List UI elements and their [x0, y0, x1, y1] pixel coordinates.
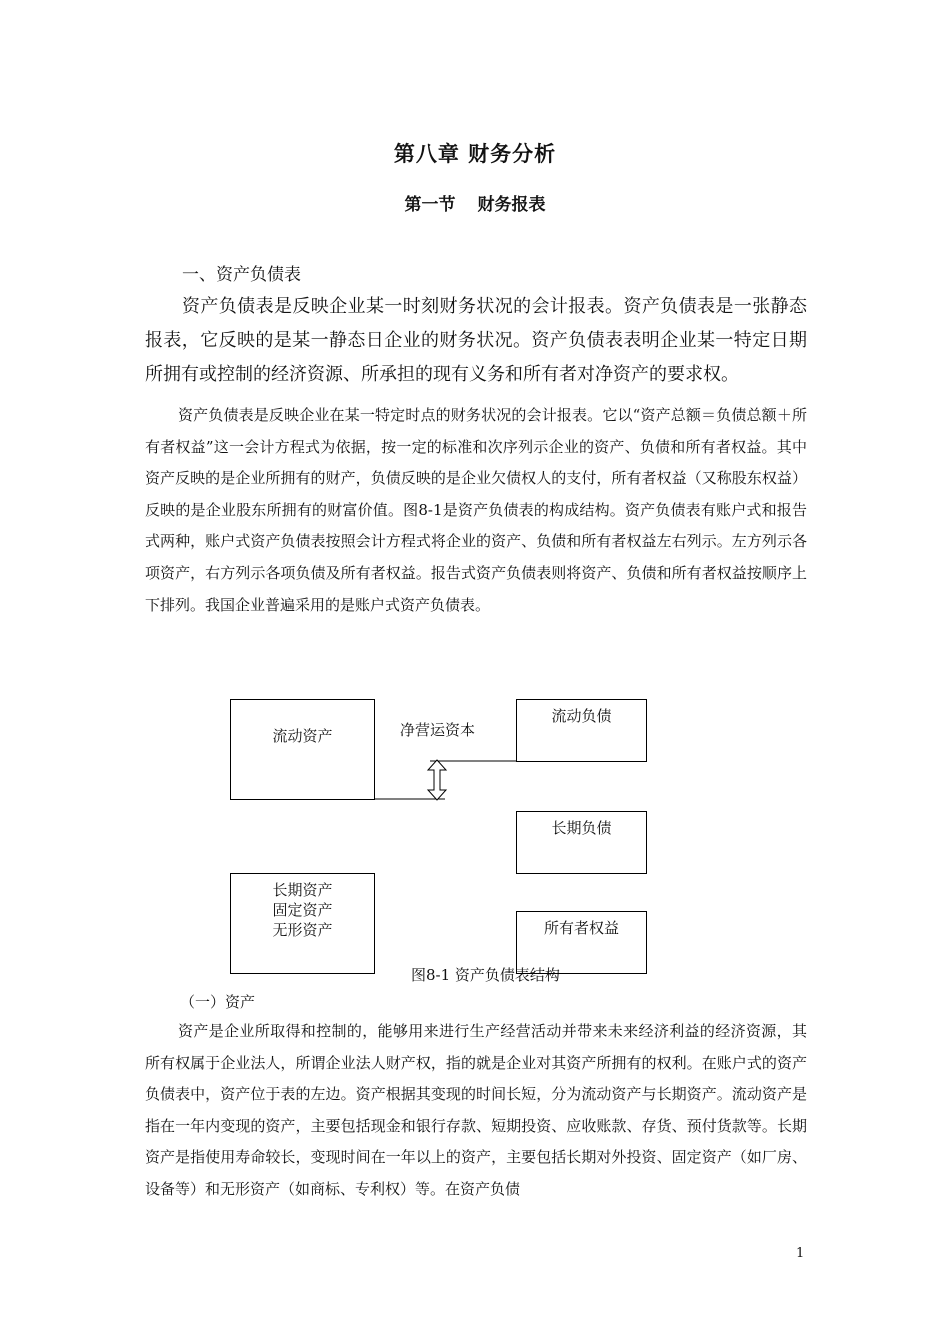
fixed-assets-label: 固定资产	[272, 901, 333, 919]
net-working-capital-label: 净营运资本	[400, 721, 476, 739]
current-liabilities-box	[516, 699, 647, 762]
subheading-assets: （一）资产	[180, 993, 256, 1011]
current-assets-label: 流动资产	[272, 727, 333, 745]
section-name: 财务报表	[477, 195, 546, 215]
figure-caption: 图8-1 资产负债表结构	[411, 966, 560, 984]
paragraph-assets: 资产是企业所取得和控制的，能够用来进行生产经营活动并带来未来经济利益的经济资源，其所有权属于企业法人，所谓企业法人财产权，指的就是企业对其资产所拥有的权利。在账户式的资产负债表中，资产位于表的左边。资产根据其变现的时间长短，分为流动资产与长期资产。流动资产是指在一年内变现的资产，主要包括现金和银行存款、短期投资、应收账款、存货、预付货款等。长期资产是指使用寿命较长，变现时间在一年以上的资产，主要包括长期对外投资、固定资产（如厂房、设备等）和无形资产（如商标、专利权）等。在资产负债	[145, 1022, 807, 1198]
page-number: 1	[796, 1246, 805, 1261]
current-liabilities-label: 流动负债	[551, 707, 612, 725]
intangible-assets-label: 无形资产	[272, 921, 333, 939]
owners-equity-label: 所有者权益	[543, 919, 619, 937]
heading-balance-sheet: 一、资产负债表	[182, 265, 301, 285]
current-assets-box	[230, 699, 375, 800]
owners-equity-box	[516, 911, 647, 974]
long-term-assets-label: 长期资产	[272, 881, 333, 899]
paragraph-intro: 资产负债表是反映企业某一时刻财务状况的会计报表。资产负债表是一张静态报表，它反映的是某一静态日企业的财务状况。资产负债表表明企业某一特定日期所拥有或控制的经济资源、所承担的现有义务和所有者对净资产的要求权。	[145, 296, 807, 385]
chapter-title: 第八章 财务分析	[393, 141, 557, 166]
long-term-assets-box	[230, 873, 375, 974]
double-arrow-icon	[428, 760, 446, 800]
paragraph-structure: 资产负债表是反映企业在某一特定时点的财务状况的会计报表。它以“资产总额＝负债总额＋所有者权益”这一会计方程式为依据，按一定的标准和次序列示企业的资产、负债和所有者权益。其中资产反映的是企业所拥有的财产，负债反映的是企业欠债权人的支付，所有者权益（又称股东权益）反映的是企业股东所拥有的财富价值。图8-1是资产负债表的构成结构。资产负债表有账户式和报告式两种，账户式资产负债表按照会计方程式将企业的资产、负债和所有者权益左右列示。左方列示各项资产，右方列示各项负债及所有者权益。报告式资产负债表则将资产、负债和所有者权益按顺序上下排列。我国企业普遍采用的是账户式资产负债表。	[145, 406, 807, 614]
long-term-liabilities-label: 长期负债	[551, 819, 612, 837]
section-number: 第一节	[404, 195, 456, 215]
long-term-liabilities-box	[516, 811, 647, 874]
section-title	[0, 190, 950, 215]
